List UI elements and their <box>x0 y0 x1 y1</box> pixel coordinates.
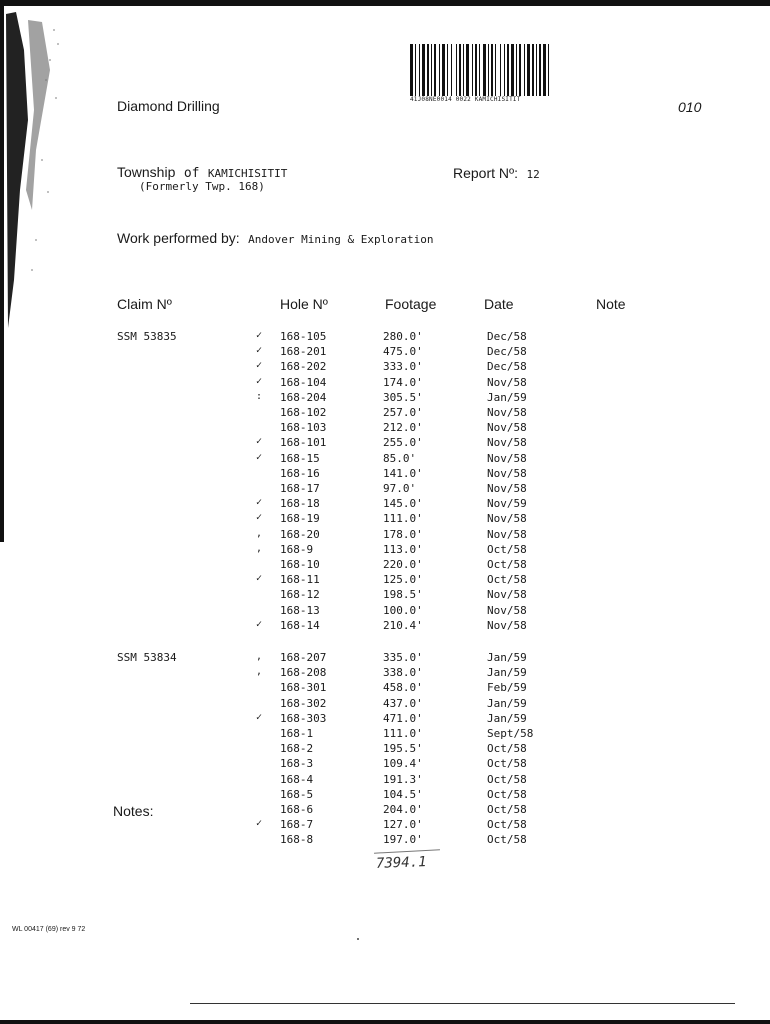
date-value: Nov/59 <box>487 497 527 511</box>
bottom-rule <box>190 1003 735 1004</box>
table-row <box>0 588 770 603</box>
footage-value: 109.4' <box>383 757 423 771</box>
hole-number: 168-105 <box>280 330 327 343</box>
check-mark: , <box>256 542 263 554</box>
hole-number: 168-13 <box>280 603 320 617</box>
table-row <box>0 512 770 527</box>
table-row <box>0 681 770 696</box>
footage-value: 141.0' <box>383 466 423 480</box>
date-value: Oct/58 <box>487 772 527 786</box>
hole-number: 168-15 <box>280 451 320 465</box>
check-mark: ✓ <box>256 330 263 341</box>
check-mark: ✓ <box>256 497 263 509</box>
table-row <box>0 467 770 482</box>
hole-number: 168-20 <box>280 527 320 541</box>
footage-value: 335.0' <box>383 651 423 664</box>
footage-value: 338.0' <box>383 666 423 680</box>
footage-value: 195.5' <box>383 742 423 756</box>
date-value: Nov/58 <box>487 421 527 435</box>
table-row <box>0 727 770 742</box>
date-value: Oct/58 <box>487 803 527 816</box>
hole-number: 168-2 <box>280 742 314 756</box>
work-performed-line <box>117 230 434 247</box>
form-title: Diamond Drilling <box>117 98 220 114</box>
check-mark: ✓ <box>256 345 263 357</box>
hole-number: 168-6 <box>280 803 314 816</box>
claim-number: SSM 53834 <box>117 651 177 664</box>
township-label: Township <box>117 164 176 180</box>
check-mark: ✓ <box>256 451 263 463</box>
check-mark: ✓ <box>256 618 263 630</box>
date-value: Jan/59 <box>487 711 527 725</box>
table-row <box>0 833 770 848</box>
footage-value: 458.0' <box>383 681 423 695</box>
date-value: Oct/58 <box>487 573 527 587</box>
table-row <box>0 482 770 497</box>
hole-number: 168-12 <box>280 588 320 602</box>
date-value: Nov/58 <box>487 451 527 465</box>
hole-number: 168-204 <box>280 390 327 404</box>
check-mark: ✓ <box>256 573 263 585</box>
hole-number: 168-14 <box>280 618 320 632</box>
scan-speck <box>357 938 359 940</box>
date-value: Jan/59 <box>487 666 527 680</box>
footage-value: 204.0' <box>383 803 423 816</box>
table-row <box>0 376 770 391</box>
table-row <box>0 651 770 666</box>
table-row <box>0 497 770 512</box>
date-value: Nov/58 <box>487 588 527 602</box>
table-row <box>0 391 770 406</box>
check-mark: ✓ <box>256 436 263 448</box>
table-row <box>0 697 770 712</box>
hole-number: 168-1 <box>280 727 314 740</box>
header-date: Date <box>484 296 514 312</box>
hole-number: 168-17 <box>280 482 320 495</box>
form-code: WL 00417 (69) rev 9 72 <box>12 926 86 933</box>
scan-border-top <box>0 0 770 6</box>
table-row <box>0 619 770 634</box>
table-row <box>0 573 770 588</box>
date-value: Oct/58 <box>487 787 527 801</box>
barcode-text: 41J08NE0014 0022 KAMICHISITIT <box>410 96 521 103</box>
date-value: Nov/58 <box>487 436 527 450</box>
table-row <box>0 818 770 833</box>
footage-value: 85.0' <box>383 451 417 465</box>
footage-value: 255.0' <box>383 436 423 450</box>
footage-value: 100.0' <box>383 603 423 617</box>
table-row <box>0 757 770 772</box>
table-row <box>0 436 770 451</box>
check-mark: ✓ <box>256 375 263 387</box>
footage-value: 198.5' <box>383 588 423 602</box>
date-value: Nov/58 <box>487 375 527 389</box>
hole-number: 168-208 <box>280 666 327 680</box>
date-value: Nov/58 <box>487 603 527 617</box>
township-former-name: (Formerly Twp. 168) <box>139 180 265 193</box>
footage-value: 280.0' <box>383 330 423 343</box>
township-name: KAMICHISITIT <box>207 167 288 180</box>
date-value: Dec/58 <box>487 330 527 343</box>
scan-border-bottom <box>0 1020 770 1024</box>
table-row <box>0 742 770 757</box>
hole-number: 168-18 <box>280 497 320 511</box>
work-performed-company: Andover Mining & Exploration <box>248 233 434 246</box>
table-row <box>0 666 770 681</box>
table-row <box>0 330 770 345</box>
check-mark: , <box>256 666 263 678</box>
table-row <box>0 421 770 436</box>
hole-number: 168-9 <box>280 542 314 556</box>
date-value: Jan/59 <box>487 390 527 404</box>
footage-value: 111.0' <box>383 512 423 526</box>
table-row <box>0 528 770 543</box>
check-mark: : <box>256 390 263 402</box>
township-line <box>117 164 287 181</box>
binding-artifact <box>6 10 66 330</box>
hole-number: 168-202 <box>280 360 327 374</box>
footage-value: 125.0' <box>383 573 423 587</box>
footage-value: 471.0' <box>383 711 423 725</box>
header-footage: Footage <box>385 296 437 312</box>
date-value: Nov/58 <box>487 466 527 480</box>
footage-total: 7394.1 <box>375 854 427 872</box>
report-line <box>453 165 540 182</box>
hole-number: 168-11 <box>280 573 320 587</box>
check-mark: ✓ <box>256 818 263 830</box>
footage-value: 475.0' <box>383 345 423 359</box>
table-row <box>0 360 770 375</box>
table-row <box>0 773 770 788</box>
date-value: Oct/58 <box>487 742 527 756</box>
hole-number: 168-201 <box>280 345 327 359</box>
check-mark: ✓ <box>256 360 263 372</box>
table-row <box>0 788 770 803</box>
hole-number: 168-104 <box>280 375 327 389</box>
township-prefix: of <box>183 166 200 181</box>
table-row <box>0 543 770 558</box>
date-value: Oct/58 <box>487 818 527 832</box>
claim-number: SSM 53835 <box>117 330 177 343</box>
table-row <box>0 452 770 467</box>
table-row <box>0 604 770 619</box>
hole-number: 168-103 <box>280 421 327 435</box>
footage-value: 127.0' <box>383 818 423 832</box>
hole-number: 168-7 <box>280 818 314 832</box>
table-row <box>0 712 770 727</box>
table-row <box>0 345 770 360</box>
date-value: Oct/58 <box>487 558 527 571</box>
hole-number: 168-8 <box>280 833 314 847</box>
date-value: Sept/58 <box>487 727 534 740</box>
table-row <box>0 558 770 573</box>
footage-value: 257.0' <box>383 406 423 419</box>
date-value: Nov/58 <box>487 527 527 541</box>
hole-number: 168-207 <box>280 651 327 664</box>
table-row <box>0 406 770 421</box>
footage-value: 174.0' <box>383 375 423 389</box>
check-mark: ✓ <box>256 512 263 524</box>
hole-number: 168-303 <box>280 711 327 725</box>
hole-number: 168-301 <box>280 681 327 695</box>
header-hole: Hole Nº <box>280 296 328 312</box>
footage-value: 333.0' <box>383 360 423 374</box>
footage-value: 113.0' <box>383 542 423 556</box>
footage-value: 197.0' <box>383 833 423 847</box>
footage-value: 97.0' <box>383 482 417 495</box>
hole-number: 168-4 <box>280 772 314 786</box>
work-performed-label: Work performed by: <box>117 230 240 246</box>
header-claim: Claim Nº <box>117 296 172 312</box>
check-mark: , <box>256 527 263 539</box>
date-value: Feb/59 <box>487 681 527 695</box>
report-label: Report Nº: <box>453 165 519 181</box>
page-number: 010 <box>678 99 702 115</box>
barcode <box>410 44 628 96</box>
footage-value: 210.4' <box>383 618 423 632</box>
report-number: 12 <box>526 168 540 181</box>
hole-number: 168-101 <box>280 436 327 450</box>
header-note: Note <box>596 296 626 312</box>
date-value: Dec/58 <box>487 360 527 374</box>
footage-value: 220.0' <box>383 558 423 571</box>
hole-number: 168-102 <box>280 406 327 419</box>
date-value: Nov/58 <box>487 482 527 495</box>
hole-number: 168-5 <box>280 787 314 801</box>
date-value: Dec/58 <box>487 345 527 359</box>
hole-number: 168-302 <box>280 696 327 710</box>
date-value: Oct/58 <box>487 833 527 847</box>
check-mark: , <box>256 651 263 662</box>
footage-value: 111.0' <box>383 727 423 740</box>
footage-value: 145.0' <box>383 497 423 511</box>
date-value: Nov/58 <box>487 512 527 526</box>
check-mark: ✓ <box>256 711 263 723</box>
date-value: Nov/58 <box>487 406 527 419</box>
date-value: Nov/58 <box>487 618 527 632</box>
footage-value: 178.0' <box>383 527 423 541</box>
hole-number: 168-19 <box>280 512 320 526</box>
footage-value: 191.3' <box>383 772 423 786</box>
hole-number: 168-16 <box>280 466 320 480</box>
date-value: Oct/58 <box>487 542 527 556</box>
footage-value: 104.5' <box>383 787 423 801</box>
date-value: Jan/59 <box>487 651 527 664</box>
footage-value: 437.0' <box>383 696 423 710</box>
date-value: Oct/58 <box>487 757 527 771</box>
hole-number: 168-10 <box>280 558 320 571</box>
date-value: Jan/59 <box>487 696 527 710</box>
total-underline <box>374 849 440 853</box>
footage-value: 212.0' <box>383 421 423 435</box>
footage-value: 305.5' <box>383 390 423 404</box>
hole-number: 168-3 <box>280 757 314 771</box>
notes-label: Notes: <box>113 803 154 819</box>
